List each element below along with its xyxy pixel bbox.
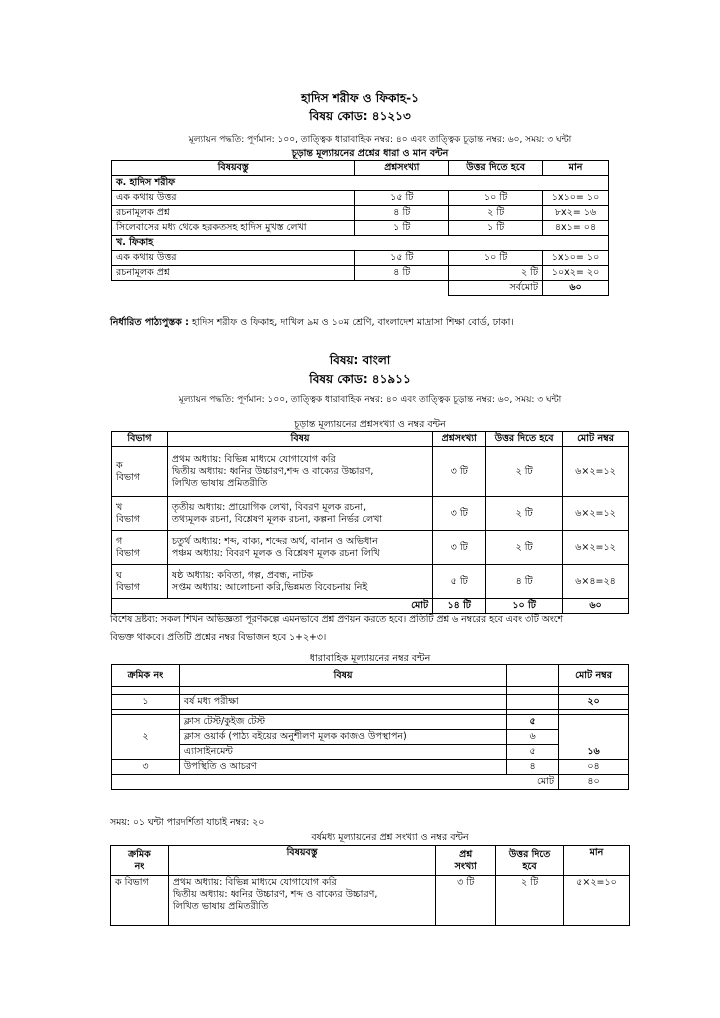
table-cell: ২ টি bbox=[449, 266, 543, 281]
table-row bbox=[112, 760, 629, 775]
table-cell: ৫×২=১০ bbox=[564, 876, 630, 926]
table-cell: রচনামূলক প্রশ্ন bbox=[112, 266, 355, 281]
table-cell: রচনামূলক প্রশ্ন bbox=[112, 206, 355, 221]
header-cell: বিভাগ bbox=[112, 432, 168, 447]
table-header-row bbox=[112, 665, 629, 687]
topic-cell: তৃতীয় অধ্যায়: প্রায়োগিক লেখা, বিবরণ মূলক রচনা, তথ্যমূলক রচনা, বিশ্লেষণ মূলক রচনা, কল্পনা নির্ভর লেখা bbox=[167, 497, 432, 531]
table-cell: ১০x২= ২০ bbox=[543, 266, 609, 281]
header-cell: উত্তর দিতে হবে bbox=[449, 161, 543, 176]
table-row bbox=[112, 695, 629, 710]
special-note-2: বিভক্ত থাকবে। প্রতিটি প্রশ্নের নম্বর বিভাজন হবে ১+২+৩। bbox=[110, 632, 327, 643]
table-cell: ৬×২=১২ bbox=[563, 531, 629, 565]
table-cell: ২ টি bbox=[496, 876, 564, 926]
total-cell: ১০ টি bbox=[486, 599, 563, 614]
section2-table-title: চূড়ান্ত মূল্যায়নের প্রশ্নসংখ্যা ও নম্বর বন্টন bbox=[294, 419, 446, 430]
header-cell: বিষয়বস্তু bbox=[112, 161, 355, 176]
section2-code: বিষয় কোড: ৪১৯১১ bbox=[309, 372, 411, 386]
group-label-hadith: ক. হাদিস শরীফ bbox=[112, 176, 609, 191]
section3-table-title: ধারাবাহিক মূল্যায়নের নম্বর বন্টন bbox=[309, 653, 431, 664]
table-row bbox=[112, 745, 629, 760]
topic-cell: ষষ্ঠ অধ্যায়: কবিতা, গল্প, প্রবন্ধ, নাটক সপ্তম অধ্যায়: আলোচনা করি,ভিন্নমত বিবেচনায় নিই bbox=[167, 565, 432, 599]
section4-table-title: বর্ষমধ্য মূল্যায়নের প্রশ্ন সংখ্যা ও নম্বর বন্টন bbox=[311, 832, 469, 843]
table-cell: ১x১০= ১০ bbox=[543, 251, 609, 266]
table-cell: ২ টি bbox=[486, 497, 563, 531]
section1-table-title: চূড়ান্ত মূল্যায়নের প্রশ্নের ধারা ও মান বন্টন bbox=[291, 148, 449, 159]
table-cell: ৬×২=১২ bbox=[563, 447, 629, 497]
table-cell: ৩ bbox=[112, 760, 180, 775]
total-label: মোট bbox=[112, 775, 559, 790]
table-cell: উপস্থিতি ও আচরণ bbox=[179, 760, 506, 775]
table-cell: ৮x২= ১৬ bbox=[543, 206, 609, 221]
textbook-label: নির্ধারিত পাঠ্যপুস্তক : bbox=[110, 317, 189, 328]
table-cell: ৪ bbox=[507, 760, 559, 775]
section1-table bbox=[111, 160, 609, 296]
table-cell: ৪ টি bbox=[355, 206, 449, 221]
total-cell: ৬০ bbox=[563, 599, 629, 614]
table-row bbox=[112, 531, 629, 565]
table-row bbox=[112, 191, 609, 206]
table-cell: এক কথায় উত্তর bbox=[112, 251, 355, 266]
header-cell: প্রশ্নসংখ্যা bbox=[355, 161, 449, 176]
total-cell: ১৪ টি bbox=[433, 599, 486, 614]
textbook-text: হাদিস শরীফ ও ফিকাহ, দাখিল ৯ম ও ১০ম শ্রেণি, বাংলাদেশ মাদ্রাসা শিক্ষা বোর্ড, ঢাকা। bbox=[188, 317, 514, 328]
table-cell: ক বিভাগ bbox=[111, 876, 169, 926]
division-cell: ঘ বিভাগ bbox=[112, 565, 168, 599]
table-cell: ১ টি bbox=[449, 221, 543, 236]
table-cell: ১০ টি bbox=[449, 251, 543, 266]
special-note-1: বিশেষ দ্রষ্টব্য: সকল শিখন অভিজ্ঞতা পূরণকল্পে এমনভাবে প্রশ্ন প্রণয়ন করতে হবে। প্রতিটি প্রশ্ন ৬ নম্বরের হবে এবং ৩টি অংশে bbox=[110, 614, 564, 625]
section4-time-note: সময়: ০১ ঘন্টা পারদর্শিতা যাচাই নম্বর: ২০ bbox=[110, 817, 265, 828]
table-cell: ১ টি bbox=[355, 221, 449, 236]
table-cell: ১৬ bbox=[559, 715, 629, 760]
table-row bbox=[111, 876, 630, 926]
table-cell: ৩ টি bbox=[436, 876, 496, 926]
table-cell: ৬ bbox=[507, 730, 559, 745]
division-cell: খ বিভাগ bbox=[112, 497, 168, 531]
table-cell: ০৪ bbox=[559, 760, 629, 775]
table-cell: বর্ষ মধ্য পরীক্ষা bbox=[179, 695, 506, 710]
header-cell: উত্তর দিতে হবে bbox=[496, 846, 564, 876]
table-cell: ১x১০= ১০ bbox=[543, 191, 609, 206]
table-cell: ৪ টি bbox=[486, 565, 563, 599]
header-cell: বিষয়বস্তু bbox=[168, 846, 435, 876]
header-cell: উত্তর দিতে হবে bbox=[486, 432, 563, 447]
topic-cell: প্রথম অধ্যায়: বিভিন্ন মাধ্যমে যোগাযোগ করি দ্বিতীয় অধ্যায়: ধ্বনির উচ্চারণ,শব্দ ও বাক্যের উচ্চারণ, লিখিত ভাষায় প্রমিতরীতি bbox=[167, 447, 432, 497]
table-header-row bbox=[111, 846, 630, 876]
section1-code: বিষয় কোড: ৪১২১৩ bbox=[309, 109, 411, 123]
header-cell: মান bbox=[564, 846, 630, 876]
group-row bbox=[112, 236, 609, 251]
table-cell: ২ bbox=[112, 715, 180, 760]
table-cell: ২ টি bbox=[486, 447, 563, 497]
topic-cell: প্রথম অধ্যায়: বিভিন্ন মাধ্যমে যোগাযোগ করি দ্বিতীয় অধ্যায়: ধ্বনির উচ্চারণ, শব্দ ও বাক্যের উচ্চারণ, লিখিত ভাষায় প্রমিতরীতি bbox=[168, 876, 435, 926]
table-cell: ৩ টি bbox=[433, 531, 486, 565]
table-cell: ৫ bbox=[507, 745, 559, 760]
header-cell: প্রশ্নসংখ্যা bbox=[433, 432, 486, 447]
textbook-line bbox=[110, 316, 514, 331]
table-row bbox=[112, 715, 629, 730]
table-cell: ৫ টি bbox=[433, 565, 486, 599]
header-cell: প্রশ্ন সংখ্যা bbox=[436, 846, 496, 876]
table-cell: ৪x১= ০৪ bbox=[543, 221, 609, 236]
table-cell: এক কথায় উত্তর bbox=[112, 191, 355, 206]
header-cell: বিষয় bbox=[167, 432, 432, 447]
header-cell: ক্রমিক নং bbox=[111, 846, 169, 876]
table-cell: ১ bbox=[112, 695, 180, 710]
table-cell: ২ টি bbox=[449, 206, 543, 221]
division-cell: ক বিভাগ bbox=[112, 447, 168, 497]
division-cell: গ বিভাগ bbox=[112, 531, 168, 565]
table-header-row bbox=[112, 432, 629, 447]
table-cell: ৬×২=১২ bbox=[563, 497, 629, 531]
table-cell: ১০ টি bbox=[449, 191, 543, 206]
table-row bbox=[112, 730, 629, 745]
header-cell: মান bbox=[543, 161, 609, 176]
table-cell: ২০ bbox=[559, 695, 629, 710]
section3-table bbox=[111, 664, 629, 790]
total-row bbox=[112, 281, 609, 296]
header-cell: মোট নম্বর bbox=[559, 665, 629, 687]
table-row bbox=[112, 497, 629, 531]
section2-method: মূল্যায়ন পদ্ধতি: পূর্ণমান: ১০০, তাত্ত্বিক ধারাবাহিক নম্বর: ৪০ এবং তাত্ত্বিক চূড়ান্ত নম্বর: ৬০, সময়: ৩ ঘন্টা bbox=[178, 395, 562, 405]
table-row bbox=[112, 206, 609, 221]
table-header-row bbox=[112, 161, 609, 176]
total-label: মোট bbox=[112, 599, 433, 614]
group-label-fiqh: খ. ফিকাহ bbox=[112, 236, 609, 251]
header-cell: ক্রমিক নং bbox=[112, 665, 180, 687]
section2-table bbox=[111, 431, 629, 614]
section2-title: বিষয়: বাংলা bbox=[329, 353, 391, 367]
table-cell: ক্লাস টেস্ট/কুইজ টেস্ট bbox=[179, 715, 506, 730]
table-cell: ক্লাস ওয়ার্ক (পাঠ্য বইয়ের অনুশীলণ মূলক কাজও উপস্থাপন) bbox=[179, 730, 506, 745]
table-row bbox=[112, 565, 629, 599]
section1-method: মূল্যায়ন পদ্ধতি: পূর্ণমান: ১০০, তাত্ত্বিক ধারাবাহিক নম্বর: ৪০ এবং তাত্ত্বিক চূড়ান্ত নম্বর: ৬০, সময়: ৩ ঘন্টা bbox=[188, 135, 572, 145]
total-value: ৬০ bbox=[543, 281, 609, 296]
table-cell: ৫ bbox=[507, 715, 559, 730]
header-cell: বিষয় bbox=[179, 665, 506, 687]
table-row bbox=[112, 447, 629, 497]
table-row bbox=[112, 266, 609, 281]
group-row bbox=[112, 176, 609, 191]
table-cell: ১৫ টি bbox=[355, 251, 449, 266]
topic-cell: চতুর্থ অধ্যায়: শব্দ, বাক্য, শব্দের অর্থ, বানান ও অভিধান পঞ্চম অধ্যায়: বিবরণ মূলক ও বিশ্লেষণ মূলক রচনা লিখি bbox=[167, 531, 432, 565]
table-cell: ৩ টি bbox=[433, 497, 486, 531]
table-row bbox=[112, 251, 609, 266]
table-cell: ৪ টি bbox=[355, 266, 449, 281]
section1-title: হাদিস শরীফ ও ফিকাহ-১ bbox=[301, 91, 419, 105]
table-cell: সিলেবাসের মধ্য থেকে হরকতসহ হাদিস মুখস্ত লেখা bbox=[112, 221, 355, 236]
header-cell: মোট নম্বর bbox=[563, 432, 629, 447]
table-cell: এ্যাসাইনমেন্ট bbox=[179, 745, 506, 760]
total-value: ৪০ bbox=[559, 775, 629, 790]
table-row bbox=[112, 221, 609, 236]
blank-cell bbox=[507, 665, 559, 687]
total-row bbox=[112, 775, 629, 790]
spacer-row bbox=[112, 687, 629, 695]
table-cell: ৬×৪=২৪ bbox=[563, 565, 629, 599]
table-cell: ৩ টি bbox=[433, 447, 486, 497]
total-label: সর্বমোট bbox=[449, 281, 543, 296]
table-cell: ১৫ টি bbox=[355, 191, 449, 206]
section4-table bbox=[110, 845, 630, 926]
table-cell: ২ টি bbox=[486, 531, 563, 565]
